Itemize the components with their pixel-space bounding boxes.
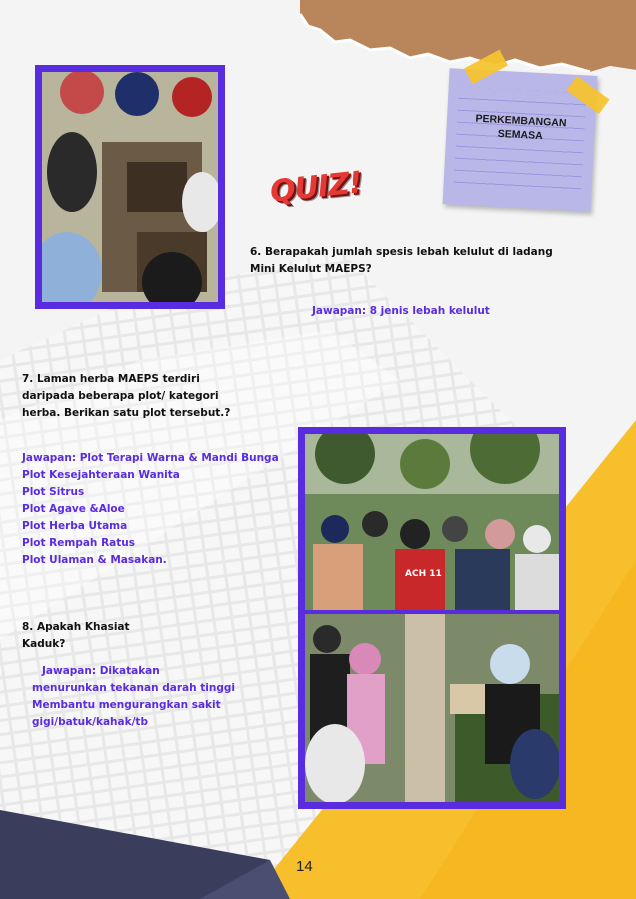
q6-answer: Jawapan: 8 jenis lebah kelulut (312, 305, 490, 317)
jersey-text: ACH 11 (405, 569, 442, 579)
q8-answers (32, 663, 235, 731)
q7-answer-line: Plot Sitrus (22, 486, 85, 498)
photo-group-visit-image (305, 434, 559, 802)
q7-answer-line: Plot Rempah Ratus (22, 537, 135, 549)
note-title-line1: PERKEMBANGAN (475, 112, 567, 130)
q7-answer-line: Plot Agave &Aloe (22, 503, 125, 515)
q8-answer-line: gigi/batuk/kahak/tb (32, 716, 148, 728)
q8-answer-line: Jawapan: Dikatakan (42, 665, 160, 677)
q7-answer-line: Jawapan: Plot Terapi Warna & Mandi Bunga (22, 452, 279, 464)
q7-question-line2: daripada beberapa plot/ kategori (22, 390, 219, 402)
photo-bee-hive-image (42, 72, 218, 302)
q8-question-line2: Kaduk? (22, 638, 66, 650)
q7-question (22, 371, 230, 422)
q7-question-line1: 7. Laman herba MAEPS terdiri (22, 373, 200, 385)
q6-question (250, 244, 553, 278)
note-title-line2: SEMASA (497, 127, 544, 143)
q7-question-line3: herba. Berikan satu plot tersebut.? (22, 407, 231, 419)
q8-answer-line: menurunkan tekanan darah tinggi (32, 682, 235, 694)
torn-paper-decoration (300, 0, 636, 72)
q6-question-line1: 6. Berapakah jumlah spesis lebah kelulut di ladang (250, 246, 553, 258)
q7-answer-line: Plot Herba Utama (22, 520, 128, 532)
photo-collage-herb-garden (298, 427, 566, 809)
quiz-label: QUIZ! (268, 165, 364, 210)
q7-answer-line: Plot Ulaman & Masakan. (22, 554, 167, 566)
q7-answers (22, 450, 279, 569)
q8-answer-line: Membantu mengurangkan sakit (32, 699, 221, 711)
q8-question (22, 619, 130, 653)
q6-question-line2: Mini Kelulut MAEPS? (250, 263, 372, 275)
q8-question-line1: 8. Apakah Khasiat (22, 621, 130, 633)
q7-answer-line: Plot Kesejahteraan Wanita (22, 469, 180, 481)
page-number: 14 (296, 858, 313, 875)
photo-bee-hive-activity (35, 65, 225, 309)
